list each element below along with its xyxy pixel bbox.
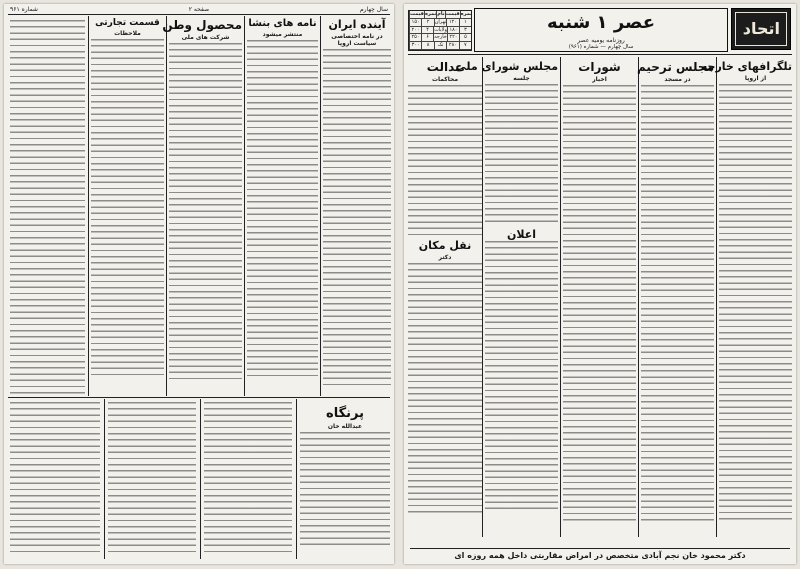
article-body: [169, 43, 242, 383]
article-body: [10, 20, 85, 396]
section-subtitle: دکتر: [438, 254, 452, 261]
column-rule: [638, 57, 639, 537]
masthead-date: سال چهارم — شماره (۹۶۱): [568, 44, 634, 50]
table-cell: ۱۵۰: [409, 19, 421, 26]
section-subtitle: محاکمات: [431, 76, 459, 83]
table-cell: ۱۸۰: [447, 27, 459, 34]
article-column: [455, 58, 558, 536]
article-body: [719, 84, 792, 524]
table-header-cell: قیمت: [410, 11, 424, 17]
left-page: [4, 4, 394, 564]
newspaper-logo: [731, 8, 791, 50]
logo-text: اتحاد: [742, 19, 780, 38]
article-column: [563, 58, 636, 536]
table-cell: تک: [434, 42, 446, 49]
column-rule: [88, 16, 89, 396]
column-rule: [166, 16, 167, 396]
table-row: [409, 19, 471, 27]
article-subtitle: در نامه اختصاصی سیاست اروپا: [331, 33, 383, 47]
column-rule: [296, 399, 297, 559]
table-cell: ۱۲۰: [446, 19, 458, 26]
feuilleton-author: عبدالله خان: [327, 423, 363, 430]
article-body: [485, 241, 558, 511]
article-column: [10, 16, 85, 396]
subscription-table: [408, 10, 472, 51]
table-cell: ۲: [421, 19, 433, 26]
feuilleton-body: [108, 402, 196, 556]
feuilleton-title: پرنگاه: [326, 406, 364, 421]
table-cell: ۲۰۰: [409, 27, 421, 34]
column-rule: [482, 57, 483, 537]
article-body: [563, 85, 636, 525]
section-title: نقل مکان: [418, 239, 472, 252]
article-title: محصول وطن: [162, 18, 242, 32]
article-subtitle: شرکت های ملی: [181, 34, 230, 41]
article-column: [700, 58, 792, 536]
article-body: [408, 85, 482, 235]
table-cell: تهران: [434, 18, 447, 25]
table-cell: ۵: [459, 34, 471, 41]
masthead-title: عصر ۱ شنبه: [546, 12, 656, 33]
table-row: [409, 42, 471, 50]
masthead-line: روزنامه یومیه عصر: [577, 37, 625, 44]
table-cell: ۳۰۰: [409, 42, 421, 49]
table-row: [409, 34, 471, 42]
table-cell: ۲۵۰: [409, 34, 421, 41]
article-column: [408, 58, 482, 536]
section-subtitle: جلسه: [513, 75, 530, 82]
article-column: [323, 16, 391, 396]
table-cell: خارجه: [434, 34, 447, 41]
feuilleton-column: [10, 402, 100, 558]
article-title: آینده ایران: [328, 18, 386, 31]
article-body: [323, 49, 391, 389]
article-column: [91, 16, 164, 396]
left-header-right: سال چهارم: [359, 6, 388, 13]
right-page: [404, 4, 796, 564]
section-title: مجلس شورای ملی: [455, 60, 558, 73]
feuilleton-column: [204, 402, 292, 558]
section-divider: [8, 397, 390, 398]
table-header-row: [409, 11, 471, 19]
table-cell: ۷: [459, 42, 471, 49]
section-subtitle: از اروپا: [744, 75, 767, 82]
feuilleton-column: [300, 400, 390, 558]
left-header-center: صفحه ۲: [188, 6, 210, 13]
column-rule: [244, 16, 245, 396]
column-rule: [560, 57, 561, 537]
table-cell: ۴: [421, 27, 433, 34]
article-column: [162, 16, 242, 396]
left-page-header: [10, 6, 388, 13]
table-cell: ۸: [421, 42, 433, 49]
table-cell: ۲۸۰: [446, 42, 458, 49]
column-rule: [104, 399, 105, 559]
table-cell: ۳: [459, 27, 471, 34]
column-rule: [716, 57, 717, 537]
feuilleton-column: [108, 402, 196, 558]
masthead-rule: [408, 54, 792, 55]
table-cell: ۱: [459, 19, 471, 26]
article-body: [247, 40, 318, 380]
section-title: مجلس ترحیم: [636, 60, 714, 74]
article-body: [485, 84, 558, 224]
table-header-cell: قیمت: [445, 11, 460, 17]
section-subtitle: اخبار: [592, 76, 607, 83]
table-cell: ولایات: [434, 26, 447, 33]
feuilleton-body: [10, 402, 100, 556]
feuilleton-body: [204, 402, 292, 556]
article-body: [408, 263, 482, 513]
left-header-left: شماره ۹۶۱: [10, 6, 38, 13]
article-column: [247, 16, 318, 396]
column-rule: [200, 399, 201, 559]
article-title: نامه های بنشا: [248, 18, 317, 29]
table-cell: ۶: [421, 34, 433, 41]
column-rule: [320, 16, 321, 396]
table-row: [409, 27, 471, 35]
feuilleton-body: [300, 432, 390, 550]
table-cell: ۲۲۰: [447, 34, 459, 41]
header-rule: [8, 14, 390, 15]
table-header-cell: نام: [437, 11, 445, 17]
article-title: قسمت تجارتی: [95, 18, 160, 28]
article-column: [636, 58, 714, 536]
article-body: [91, 39, 164, 379]
article-subtitle: ملاحظات: [114, 30, 141, 37]
section-title: اعلان: [506, 228, 537, 241]
table-header-cell: نمره: [460, 11, 472, 17]
article-body: [641, 85, 714, 525]
footer-advertisement: دکتر محمود خان نجم آبادی متخصص در امراض مقاربتی داخل همه روزه ای: [410, 548, 790, 560]
table-header-cell: نمره: [424, 11, 437, 17]
section-title: شورات: [578, 60, 621, 74]
section-title: عدالت: [426, 60, 464, 74]
section-subtitle: در مسجد: [664, 76, 691, 83]
article-subtitle: منتشر میشود: [262, 31, 303, 38]
section-title: تلگرافهای خارجه: [700, 60, 792, 73]
masthead: [474, 8, 728, 52]
